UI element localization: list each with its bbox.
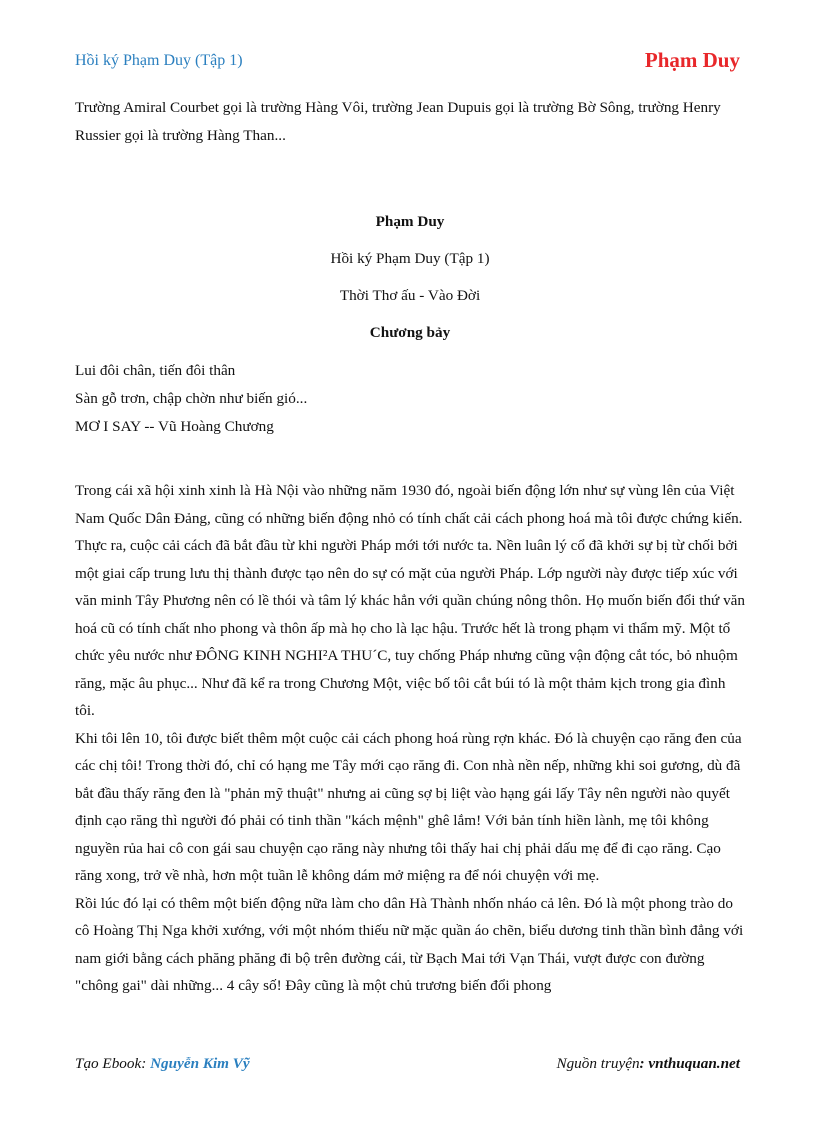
source-site-link[interactable]: vnthuquan.net bbox=[648, 1055, 740, 1072]
title-author: Phạm Duy bbox=[375, 213, 445, 230]
title-part: Thời Thơ ấu - Vào Đời bbox=[339, 287, 481, 304]
title-block bbox=[75, 203, 745, 351]
body-paragraph: Khi tôi lên 10, tôi được biết thêm một cuộc cải cách phong hoá rùng rợn khác. Đó là chuyện cạo răng đen của các chị tôi! Trong thời đó, chỉ có hạng me Tây mới cạo răng đi. Con nhà nền nếp, những khi soi gương, dù đã bắt đầu thấy răng đen là "phản mỹ thuật" nhưng ai cũng sợ bị liệt vào hạng gái lấy Tây nên người nào quyết định cạo răng thì người đó phải có tinh thần "kách mệnh" ghê lắm! Với bản tính hiền lành, mẹ tôi không nguyền rủa hai cô con gái sau chuyện cạo răng này nhưng tôi thấy hai chị phải dấu mẹ để đi cạo răng. Cạo răng xong, trở về nhà, hơn một tuần lễ không dám mở miệng ra để nói chuyện với mẹ. bbox=[75, 729, 742, 884]
epigraph bbox=[75, 357, 745, 441]
epigraph-line: Lui đôi chân, tiến đôi thân bbox=[75, 362, 236, 379]
source-label: Nguồn truyện bbox=[556, 1055, 640, 1072]
body-paragraph: Rồi lúc đó lại có thêm một biến động nữa làm cho dân Hà Thành nhốn nháo cả lên. Đó là một phong trào do cô Hoàng Thị Nga khởi xướng, với một nhóm thiếu nữ mặc quần áo chẽn, biểu dương tinh thần bình đẳng với nam giới bằng cách phăng phăng đi bộ trên đường cái, từ Bạch Mai tới Vạn Thái, vượt được con đường "chông gai" dài những... 4 cây số! Đây cũng là một chủ trương biến đổi phong bbox=[75, 894, 744, 994]
footer-source-credit: Nguồn truyện: vnthuquan.net bbox=[556, 1055, 740, 1072]
footer-ebook-credit: Tạo Ebook: Nguyễn Kim Vỹ bbox=[75, 1055, 250, 1072]
body-paragraph: Trong cái xã hội xinh xinh là Hà Nội vào những năm 1930 đó, ngoài biến động lớn như sự vùng lên của Việt Nam Quốc Dân Đảng, cũng có những biến động nhỏ có tính chất cải cách phong hoá mà tôi được chứng kiến. bbox=[75, 482, 743, 527]
epigraph-line: Sàn gỗ trơn, chập chờn như biến gió... bbox=[75, 390, 308, 407]
intro-paragraph: Trường Amiral Courbet gọi là trường Hàng Vôi, trường Jean Dupuis gọi là trường Bờ Sông, trường Henry Russier gọi là trường Hàng Than... bbox=[75, 99, 721, 144]
epigraph-attribution: MƠ I SAY -- Vũ Hoàng Chương bbox=[75, 418, 274, 435]
book-title-header: Hồi ký Phạm Duy (Tập 1) bbox=[75, 52, 243, 69]
author-header: Phạm Duy bbox=[644, 48, 740, 72]
ebook-label: Tạo Ebook bbox=[75, 1055, 142, 1072]
body-paragraph: Thực ra, cuộc cải cách đã bắt đầu từ khi người Pháp mới tới nước ta. Nền luân lý cổ đã khởi sự bị từ chối bởi một giai cấp trung lưu thị thành được tạo nên do sự có mặt của người Pháp. Lớp người này được tiếp xúc với văn minh Tây Phương nên có lề thói và tâm lý khác hẳn với quần chúng nông thôn. Họ muốn biến đổi thứ văn hoá cũ có tính chất nho phong và thôn ấp mà họ cho là lạc hậu. Trước hết là trong phạm vi thẩm mỹ. Một tổ chức yêu nước như ĐÔNG KINH NGHI²A THU´C, tuy chống Pháp nhưng cũng vận động cắt tóc, bỏ nhuộm răng, mặc âu phục... Như đã kể ra trong Chương Một, việc bố tôi cắt búi tó là một thảm kịch trong gia đình tôi. bbox=[75, 537, 746, 719]
title-book: Hồi ký Phạm Duy (Tập 1) bbox=[330, 250, 490, 267]
ebook-author-link[interactable]: Nguyễn Kim Vỹ bbox=[150, 1055, 250, 1072]
page-content bbox=[75, 94, 745, 1000]
chapter-heading: Chương bảy bbox=[369, 324, 451, 341]
